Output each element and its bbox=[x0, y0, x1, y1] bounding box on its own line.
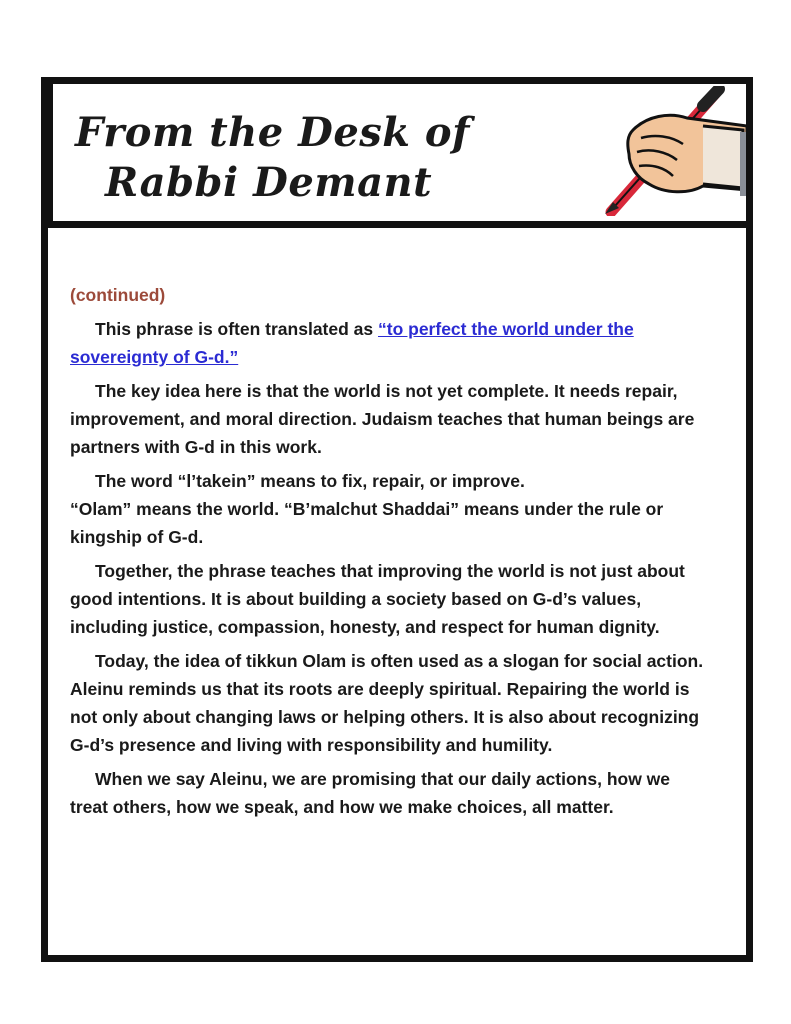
paragraph-2: The key idea here is that the world is not yet complete. It needs repair, improvement, and moral direction. Judaism teaches that human beings are partners with G-d in this work. bbox=[70, 381, 695, 457]
hand-writing-icon bbox=[553, 86, 746, 216]
paragraph-1-text: This phrase is often translated as bbox=[95, 319, 378, 339]
page-title bbox=[75, 108, 470, 208]
continued-label: (continued) bbox=[70, 285, 166, 305]
header-banner bbox=[48, 84, 746, 228]
article-body bbox=[70, 281, 710, 827]
paragraph-6: When we say Aleinu, we are promising that our daily actions, how we treat others, how we speak, and how we make choices, all matter. bbox=[70, 769, 671, 817]
newsletter-frame bbox=[41, 77, 753, 962]
paragraph-5: Today, the idea of tikkun Olam is often used as a slogan for social action. Aleinu reminds us that its roots are deeply spiritual. Repairing the world is not only about changing laws or helping others. It is also about recognizing G-d’s presence and living with responsibility and humility. bbox=[70, 651, 704, 755]
sovereignty-link[interactable]: “to perfect the world under the sovereignty of G-d.” bbox=[70, 319, 634, 367]
paragraph-3-line-1: The word “l’takein” means to fix, repair, or improve. bbox=[95, 471, 525, 491]
title-line-1: From the Desk of bbox=[75, 109, 470, 156]
header-accent-bar bbox=[740, 132, 746, 196]
title-line-2: Rabbi Demant bbox=[105, 159, 433, 206]
paragraph-3-line-2: “Olam” means the world. “B’malchut Shaddai” means under the rule or kingship of G-d. bbox=[70, 499, 664, 547]
paragraph-4: Together, the phrase teaches that improving the world is not just about good intentions. It is about building a society based on G-d’s values, including justice, compassion, honesty, and respect for human dignity. bbox=[70, 561, 685, 637]
paragraph-1 bbox=[70, 315, 710, 371]
paragraph-3 bbox=[70, 467, 710, 551]
